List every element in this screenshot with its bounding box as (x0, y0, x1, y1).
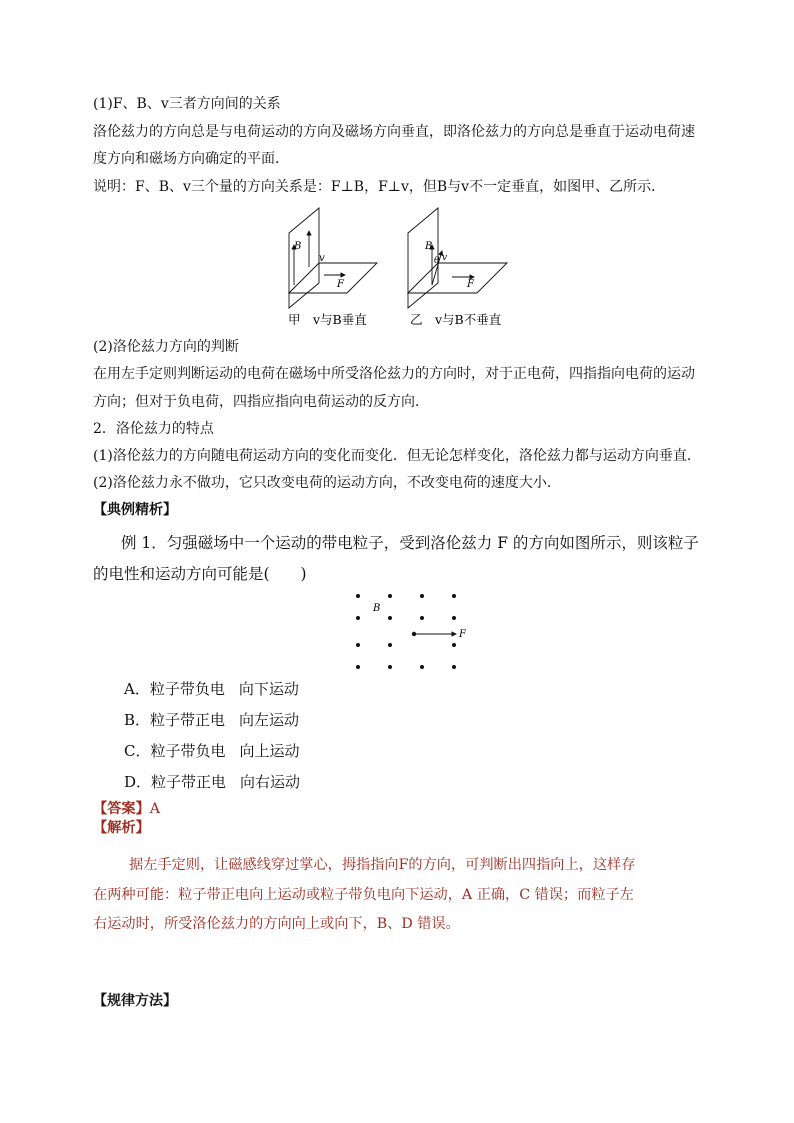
answer-row (93, 799, 160, 819)
analysis-line: 在两种可能：粒子带正电向上运动或粒子带负电向下运动，A 正确，C 错误；而粒子左 (93, 887, 634, 903)
paragraph-line: (2)洛伦兹力永不做功，它只改变电荷的运动方向，不改变电荷的速度大小． (93, 475, 561, 491)
figure-jia-yi (270, 205, 530, 330)
figure-yi (408, 208, 507, 308)
paragraph-line: 洛伦兹力的方向总是与电荷运动的方向及磁场方向垂直，即洛伦兹力的方向总是垂直于运动电荷速 (93, 124, 695, 140)
option-letter: C． (124, 742, 151, 760)
option-charge: 粒子带负电 (150, 742, 226, 760)
figure-yi-label-b: B (425, 241, 433, 252)
figure-jia-label-f: F (337, 279, 344, 290)
section-label-method: 【规律方法】 (93, 993, 177, 1009)
option-a[interactable] (124, 679, 299, 699)
field-label-b: B (373, 603, 381, 614)
option-d[interactable] (124, 772, 300, 792)
option-direction: 向下运动 (238, 680, 299, 698)
paragraph-line: 度方向和磁场方向确定的平面． (93, 151, 289, 167)
force-label-f: F (459, 629, 466, 640)
analysis-line: 右运动时，所受洛伦兹力的方向向上或向下，B、D 错误。 (93, 916, 460, 932)
figure-jia-label-v: v (319, 253, 325, 264)
figure-magnetic-field (345, 585, 475, 675)
option-letter: D． (124, 773, 152, 791)
option-c[interactable] (124, 741, 300, 761)
option-charge: 粒子带负电 (149, 680, 225, 698)
question-line: 的电性和运动方向可能是( ) (93, 565, 307, 583)
option-direction: 向右运动 (240, 773, 301, 791)
paragraph-line: 在用左手定则判断运动的电荷在磁场中所受洛伦兹力的方向时，对于正电荷，四指指向电荷的运动 (93, 366, 695, 382)
note-line: 说明：F、B、v三个量的方向关系是：F⊥B，F⊥v，但B与v不一定垂直，如图甲、乙所示． (93, 179, 666, 195)
heading-fbv-relation: (1)F、B、v三者方向间的关系 (93, 96, 281, 112)
paragraph-line: 方向；但对于负电荷，四指应指向电荷运动的反方向． (93, 394, 429, 410)
option-direction: 向左运动 (239, 711, 300, 729)
paragraph-line: (1)洛伦兹力的方向随电荷运动方向的变化而变化．但无论怎样变化，洛伦兹力都与运动方向垂直． (93, 448, 701, 464)
heading-force-characteristics: 2．洛伦兹力的特点 (93, 421, 214, 437)
section-label-examples: 【典例精析】 (93, 502, 177, 518)
answer-value: A (149, 801, 161, 817)
figure-jia-caption: 甲 v与B垂直 (288, 312, 367, 327)
option-charge: 粒子带正电 (150, 711, 226, 729)
option-direction: 向上运动 (239, 742, 300, 760)
figure-yi-label-f: F (467, 279, 474, 290)
figure-jia (289, 208, 377, 308)
option-charge: 粒子带正电 (151, 773, 227, 791)
heading-direction-judgement: (2)洛伦兹力方向的判断 (93, 339, 239, 355)
figure-yi-label-v: v (442, 253, 448, 263)
figure-yi-label-theta: θ (434, 256, 440, 266)
option-b[interactable] (124, 710, 299, 730)
figure-jia-label-b: B (294, 241, 302, 252)
option-letter: A． (124, 680, 150, 698)
analysis-line: 据左手定则，让磁感线穿过掌心，拇指指向F的方向，可判断出四指向上，这样存 (129, 857, 636, 873)
analysis-label: 【解析】 (93, 820, 150, 836)
answer-label: 【答案】 (93, 801, 150, 817)
field-dots (356, 594, 456, 669)
figure-yi-caption: 乙 v与B不垂直 (410, 312, 502, 327)
question-line: 例 1．匀强磁场中一个运动的带电粒子，受到洛伦兹力 F 的方向如图所示，则该粒子 (121, 534, 699, 552)
option-letter: B． (124, 711, 151, 729)
